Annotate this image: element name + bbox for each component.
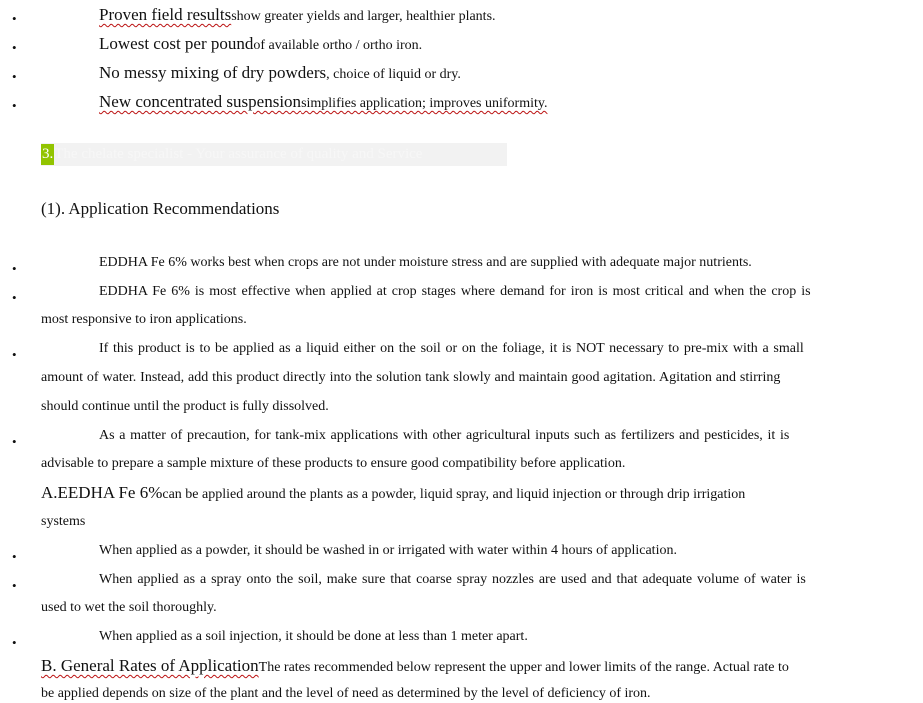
recommendation-line: EDDHA Fe 6% works best when crops are not under moisture stress and are supplied with adequate major nutrients.	[99, 255, 752, 270]
bullet-icon: •	[12, 290, 17, 305]
section-b-text: The rates recommended below represent the upper and lower limits of the range. Actual rate to	[258, 660, 789, 675]
feature-title: Proven field results	[99, 5, 232, 24]
recommendation-line: advisable to prepare a sample mixture of these products to ensure good compatibility before application.	[41, 456, 626, 471]
bullet-icon: •	[12, 347, 17, 362]
recommendations-heading: (1). Application Recommendations	[41, 199, 280, 218]
bullet-icon: •	[12, 578, 17, 593]
bullet-icon: •	[12, 69, 17, 84]
method-line: used to wet the soil thoroughly.	[41, 600, 217, 615]
bullet-icon: •	[12, 40, 17, 55]
section-number: 3.	[41, 144, 54, 165]
section-3-heading	[41, 143, 507, 166]
bullet-icon: •	[12, 549, 17, 564]
feature-text: show greater yields and larger, healthier plants.	[231, 9, 496, 24]
feature-title: Lowest cost per pound	[99, 34, 254, 53]
feature-item	[0, 34, 923, 58]
feature-text: simplifies application; improves uniformity.	[301, 96, 548, 111]
recommendation-line: should continue until the product is fully dissolved.	[41, 399, 329, 414]
recommendation-line: If this product is to be applied as a liquid either on the soil or on the foliage, it is NOT necessary to pre-mix with a small	[99, 341, 804, 356]
method-line: When applied as a powder, it should be washed in or irrigated with water within 4 hours of application.	[99, 543, 677, 558]
section-a-text-cont: systems	[41, 514, 86, 529]
feature-title: New concentrated suspension	[99, 92, 302, 111]
bullet-icon: •	[12, 11, 17, 26]
recommendation-line: most responsive to iron applications.	[41, 312, 247, 327]
feature-text: of available ortho / ortho iron.	[253, 38, 423, 53]
section-b-title: B. General Rates of Application	[41, 656, 259, 675]
method-line: When applied as a spray onto the soil, make sure that coarse spray nozzles are used and that adequate volume of water is	[99, 572, 806, 587]
recommendation-line: As a matter of precaution, for tank-mix applications with other agricultural inputs such as fertilizers and pesticides, it is	[99, 428, 790, 443]
feature-item	[0, 92, 923, 116]
bullet-icon: •	[12, 635, 17, 650]
section-a-title: A.EEDHA Fe 6%	[41, 483, 163, 502]
section-a-line	[41, 483, 745, 503]
feature-title: No messy mixing of dry powders	[99, 63, 327, 82]
section-b-text-cont: be applied depends on size of the plant and the level of need as determined by the level of deficiency of iron.	[41, 686, 651, 701]
feature-item	[0, 63, 923, 87]
feature-text: , choice of liquid or dry.	[326, 67, 461, 82]
method-line: When applied as a soil injection, it should be done at less than 1 meter apart.	[99, 629, 528, 644]
bullet-icon: •	[12, 261, 17, 276]
recommendation-line: amount of water. Instead, add this product directly into the solution tank slowly and maintain good agitation. Agitation and stirring	[41, 370, 781, 385]
feature-item	[0, 5, 923, 29]
bullet-icon: •	[12, 434, 17, 449]
section-b-line	[41, 656, 789, 676]
section-title: The chelate specialist - Your assurance of quality and Service	[54, 146, 423, 162]
recommendation-line: EDDHA Fe 6% is most effective when applied at crop stages where demand for iron is most critical and when the crop is	[99, 284, 811, 299]
section-a-text: can be applied around the plants as a powder, liquid spray, and liquid injection or through drip irrigation	[162, 487, 746, 502]
bullet-icon: •	[12, 98, 17, 113]
